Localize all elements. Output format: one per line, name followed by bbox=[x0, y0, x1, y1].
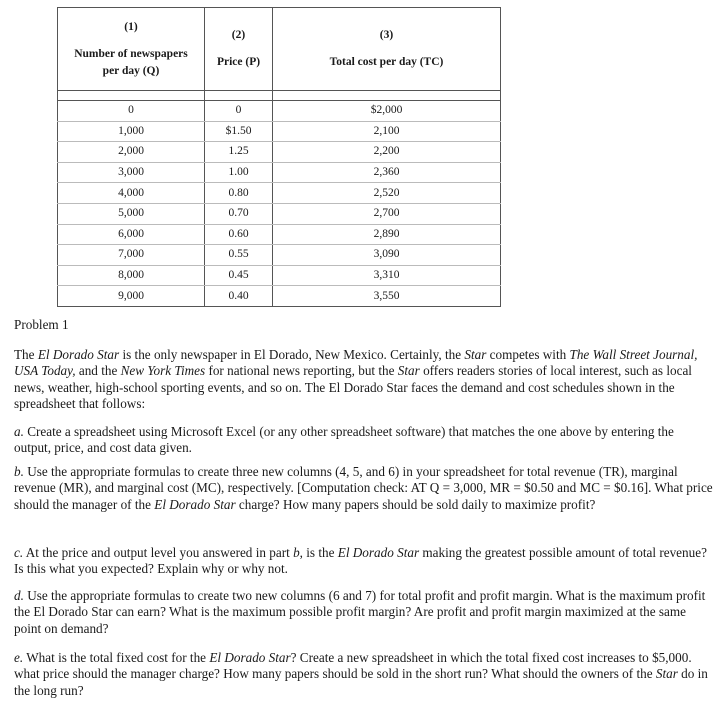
text-segment: Use the appropriate formulas to create three new columns (4, 5, and 6) in your spreadsheet for total revenue (TR), marginal revenue (MR), and marginal cost (MC), respectively. [Computation check: AT Q = 3,000, MR = $0.50 and MC = $0.16]. What price should the manager of the bbox=[14, 464, 713, 512]
text-segment: d. bbox=[14, 588, 24, 603]
header-total-cost-number: (3) bbox=[379, 29, 394, 41]
table-spacer-row bbox=[58, 91, 501, 101]
text-segment: Create a spreadsheet using Microsoft Excel (or any other spreadsheet software) that matches the one above by entering the output, price, and cost data given. bbox=[14, 424, 674, 456]
text-segment: Star bbox=[397, 363, 420, 379]
quantity-cell: 4,000 bbox=[58, 183, 205, 204]
problem-intro bbox=[14, 347, 714, 413]
quantity-cell: 3,000 bbox=[58, 162, 205, 183]
text-segment: Star bbox=[655, 666, 678, 682]
total-cost-cell: 2,200 bbox=[273, 142, 501, 163]
quantity-cell: 1,000 bbox=[58, 121, 205, 142]
demand-cost-table bbox=[57, 7, 501, 307]
table-row bbox=[58, 183, 501, 204]
total-cost-cell: 2,100 bbox=[273, 121, 501, 142]
table-body bbox=[58, 91, 501, 307]
text-segment: c. bbox=[14, 545, 24, 560]
price-cell: 0.40 bbox=[205, 286, 273, 307]
question-e bbox=[14, 650, 714, 699]
price-cell: 1.00 bbox=[205, 162, 273, 183]
text-segment: El Dorado Star bbox=[337, 545, 420, 560]
table-row bbox=[58, 245, 501, 266]
table-row bbox=[58, 101, 501, 122]
header-price bbox=[205, 8, 273, 91]
header-price-label: Price (P) bbox=[216, 56, 261, 68]
quantity-cell: 5,000 bbox=[58, 203, 205, 224]
table-header-row bbox=[58, 8, 501, 91]
text-segment: What is the total fixed cost for the bbox=[23, 650, 210, 665]
text-segment: El Dorado Star bbox=[37, 347, 120, 362]
text-segment: El Dorado Star bbox=[209, 650, 291, 665]
total-cost-cell: 3,090 bbox=[273, 245, 501, 266]
table-row bbox=[58, 121, 501, 142]
text-segment: At the price and output level you answered in part bbox=[23, 545, 294, 560]
quantity-cell: 0 bbox=[58, 101, 205, 122]
text-segment: a. bbox=[14, 424, 24, 439]
table-row bbox=[58, 142, 501, 163]
question-c bbox=[14, 545, 714, 578]
total-cost-cell: 3,310 bbox=[273, 265, 501, 286]
total-cost-cell: 3,550 bbox=[273, 286, 501, 307]
text-segment: b. bbox=[14, 464, 24, 479]
question-a bbox=[14, 424, 714, 457]
text-segment: b bbox=[293, 545, 300, 560]
quantity-cell: 9,000 bbox=[58, 286, 205, 307]
text-segment: and the bbox=[75, 363, 121, 379]
table-row bbox=[58, 203, 501, 224]
table-row bbox=[58, 162, 501, 183]
text-segment: for national news reporting, but the bbox=[205, 363, 398, 379]
text-segment: Use the appropriate formulas to create two new columns (6 and 7) for total profit and profit margin. What is the maximum profit the El Dorado Star can earn? What is the maximum possible profit margin? Are profit and profit margin maximized at the same point on demand? bbox=[14, 588, 706, 636]
text-segment: do in the long run? bbox=[14, 666, 708, 698]
total-cost-cell: 2,360 bbox=[273, 162, 501, 183]
price-cell: 0.45 bbox=[205, 265, 273, 286]
quantity-cell: 8,000 bbox=[58, 265, 205, 286]
quantity-cell: 7,000 bbox=[58, 245, 205, 266]
price-cell: 1.25 bbox=[205, 142, 273, 163]
total-cost-cell: 2,700 bbox=[273, 203, 501, 224]
header-quantity bbox=[58, 8, 205, 91]
text-segment: ? Create a new spreadsheet in which the total fixed cost increases to $5,000. what price should the manager charge? How many papers should be sold in the short run? What should the owners of the bbox=[14, 650, 692, 682]
table-row bbox=[58, 265, 501, 286]
text-segment: charge? How many papers should be sold daily to maximize profit? bbox=[235, 496, 596, 512]
header-quantity-label: Number of newspapers per day (Q) bbox=[74, 47, 188, 77]
text-segment: The Wall Street Journal, USA Today, bbox=[14, 347, 698, 379]
question-b bbox=[14, 464, 714, 513]
schedule-table-container bbox=[57, 7, 501, 307]
text-segment: , is the bbox=[299, 545, 338, 560]
price-cell: 0.55 bbox=[205, 245, 273, 266]
quantity-cell: 2,000 bbox=[58, 142, 205, 163]
text-segment: is the only newspaper in El Dorado, New Mexico. Certainly, the bbox=[119, 347, 465, 362]
text-segment: e. bbox=[14, 650, 24, 665]
header-quantity-number: (1) bbox=[124, 20, 138, 33]
table-row bbox=[58, 286, 501, 307]
header-total-cost-label: Total cost per day (TC) bbox=[329, 56, 444, 68]
price-cell: 0 bbox=[205, 101, 273, 122]
total-cost-cell: $2,000 bbox=[273, 101, 501, 122]
price-cell: 0.60 bbox=[205, 224, 273, 245]
price-cell: 0.70 bbox=[205, 203, 273, 224]
price-cell: $1.50 bbox=[205, 121, 273, 142]
table-row bbox=[58, 224, 501, 245]
text-segment: offers readers stories of local interest, such as local news, weather, high-school sporting events, and so on. The El Dorado Star faces the demand and cost schedules shown in the spreadsheet that follows: bbox=[14, 363, 692, 412]
text-segment: New York Times bbox=[120, 363, 206, 379]
question-d bbox=[14, 588, 714, 637]
text-segment: The bbox=[14, 347, 38, 362]
text-segment: making the greatest possible amount of total revenue? Is this what you expected? Explain why or why not. bbox=[14, 545, 707, 577]
problem-title: Problem 1 bbox=[14, 317, 69, 332]
quantity-cell: 6,000 bbox=[58, 224, 205, 245]
total-cost-cell: 2,890 bbox=[273, 224, 501, 245]
text-segment: competes with bbox=[486, 347, 570, 362]
text-segment: Star bbox=[464, 347, 487, 362]
header-price-number: (2) bbox=[231, 29, 246, 41]
text-segment: El Dorado Star bbox=[154, 496, 236, 512]
total-cost-cell: 2,520 bbox=[273, 183, 501, 204]
header-total-cost bbox=[273, 8, 501, 91]
price-cell: 0.80 bbox=[205, 183, 273, 204]
